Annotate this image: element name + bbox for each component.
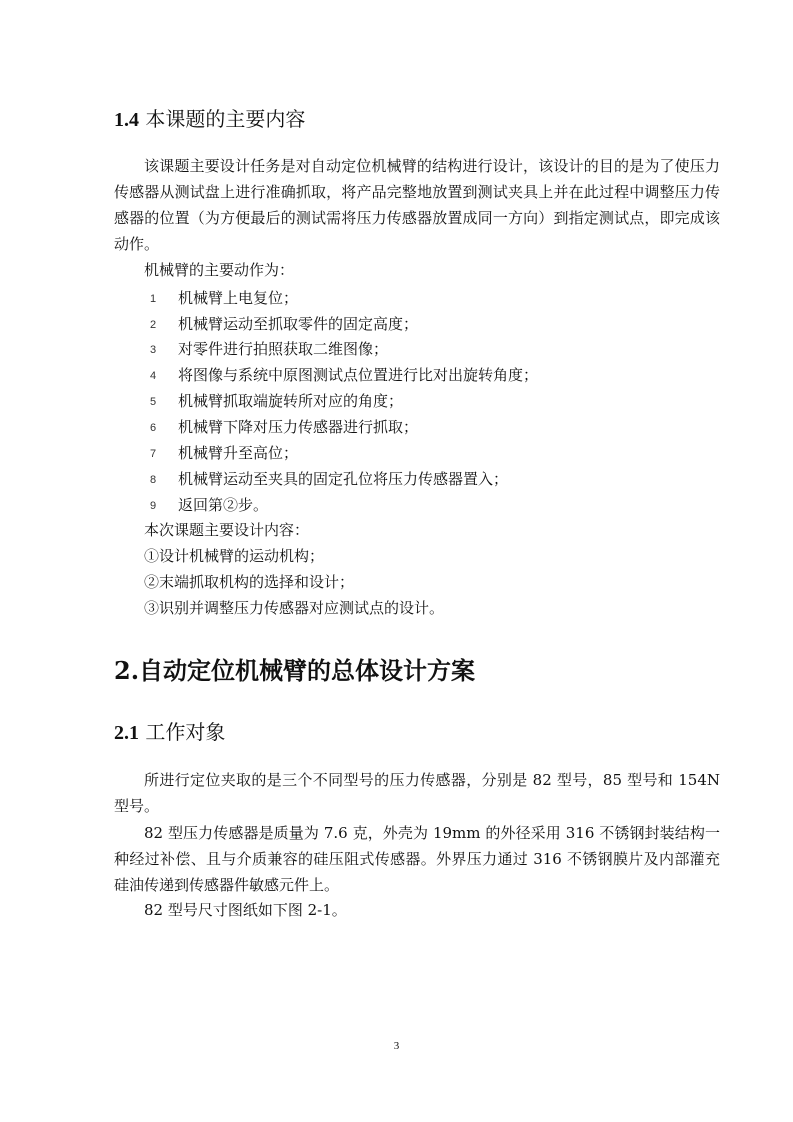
content-item: ①设计机械臂的运动机构； bbox=[144, 547, 325, 565]
actions-label: 机械臂的主要动作为： bbox=[144, 261, 295, 279]
step-text: 机械臂上电复位； bbox=[178, 289, 299, 307]
step-text: 机械臂升至高位； bbox=[178, 444, 299, 462]
section-number: 2.1 bbox=[114, 722, 139, 744]
list-item bbox=[144, 311, 418, 337]
list-item bbox=[144, 388, 403, 414]
paragraph: 82 型号尺寸图纸如下图 2-1。 bbox=[144, 901, 347, 919]
list-item bbox=[144, 492, 268, 518]
chapter-title: 2.自动定位机械臂的总体设计方案 bbox=[114, 656, 476, 685]
step-text: 对零件进行拍照获取二维图像； bbox=[178, 340, 389, 358]
section-heading-1-4 bbox=[114, 103, 305, 132]
list-item bbox=[144, 285, 298, 311]
step-text: 机械臂运动至夹具的固定孔位将压力传感器置入； bbox=[178, 470, 509, 488]
intro-paragraph: 该课题主要设计任务是对自动定位机械臂的结构进行设计，该设计的目的是为了使压力传感器从测试盘上进行准确抓取，将产品完整地放置到测试夹具上并在此过程中调整压力传感器的位置（为方便最后的测试需将压力传感器放置成同一方向）到指定测试点，即完成该动作。 bbox=[114, 157, 720, 253]
step-index: 2 bbox=[149, 319, 157, 331]
section-heading-2-1 bbox=[114, 716, 225, 745]
step-index: 1 bbox=[149, 293, 157, 305]
page-number: 3 bbox=[393, 1040, 400, 1052]
list-item bbox=[144, 336, 388, 362]
section-title: 工作对象 bbox=[139, 720, 226, 744]
step-text: 机械臂下降对压力传感器进行抓取； bbox=[178, 418, 419, 436]
step-text: 返回第②步。 bbox=[178, 496, 269, 514]
content-item: ③识别并调整压力传感器对应测试点的设计。 bbox=[144, 599, 445, 617]
step-index: 6 bbox=[149, 422, 157, 434]
section-number: 1.4 bbox=[114, 109, 139, 131]
step-index: 7 bbox=[149, 448, 157, 460]
content-item: ②末端抓取机构的选择和设计； bbox=[144, 573, 355, 591]
step-text: 机械臂运动至抓取零件的固定高度； bbox=[178, 315, 419, 333]
step-index: 9 bbox=[149, 500, 157, 512]
section-title: 本课题的主要内容 bbox=[139, 107, 306, 131]
list-item bbox=[144, 414, 418, 440]
step-index: 8 bbox=[149, 474, 157, 486]
content-label: 本次课题主要设计内容： bbox=[144, 521, 310, 539]
paragraph: 82 型压力传感器是质量为 7.6 克，外壳为 19mm 的外径采用 316 不锈钢封装结构一种经过补偿、且与介质兼容的硅压阻式传感器。外界压力通过 316 不锈钢膜片及内部灌充硅油传递到传感器件敏感元件上。 bbox=[114, 824, 720, 894]
paragraph: 所进行定位夹取的是三个不同型号的压力传感器，分别是 82 型号，85 型号和 154N 型号。 bbox=[114, 771, 720, 815]
step-text: 将图像与系统中原图测试点位置进行比对出旋转角度； bbox=[178, 366, 539, 384]
list-item bbox=[144, 466, 508, 492]
step-text: 机械臂抓取端旋转所对应的角度； bbox=[178, 392, 404, 410]
step-index: 4 bbox=[149, 370, 157, 382]
step-index: 3 bbox=[149, 344, 157, 356]
list-item bbox=[144, 362, 538, 388]
list-item bbox=[144, 440, 298, 466]
step-index: 5 bbox=[149, 396, 157, 408]
